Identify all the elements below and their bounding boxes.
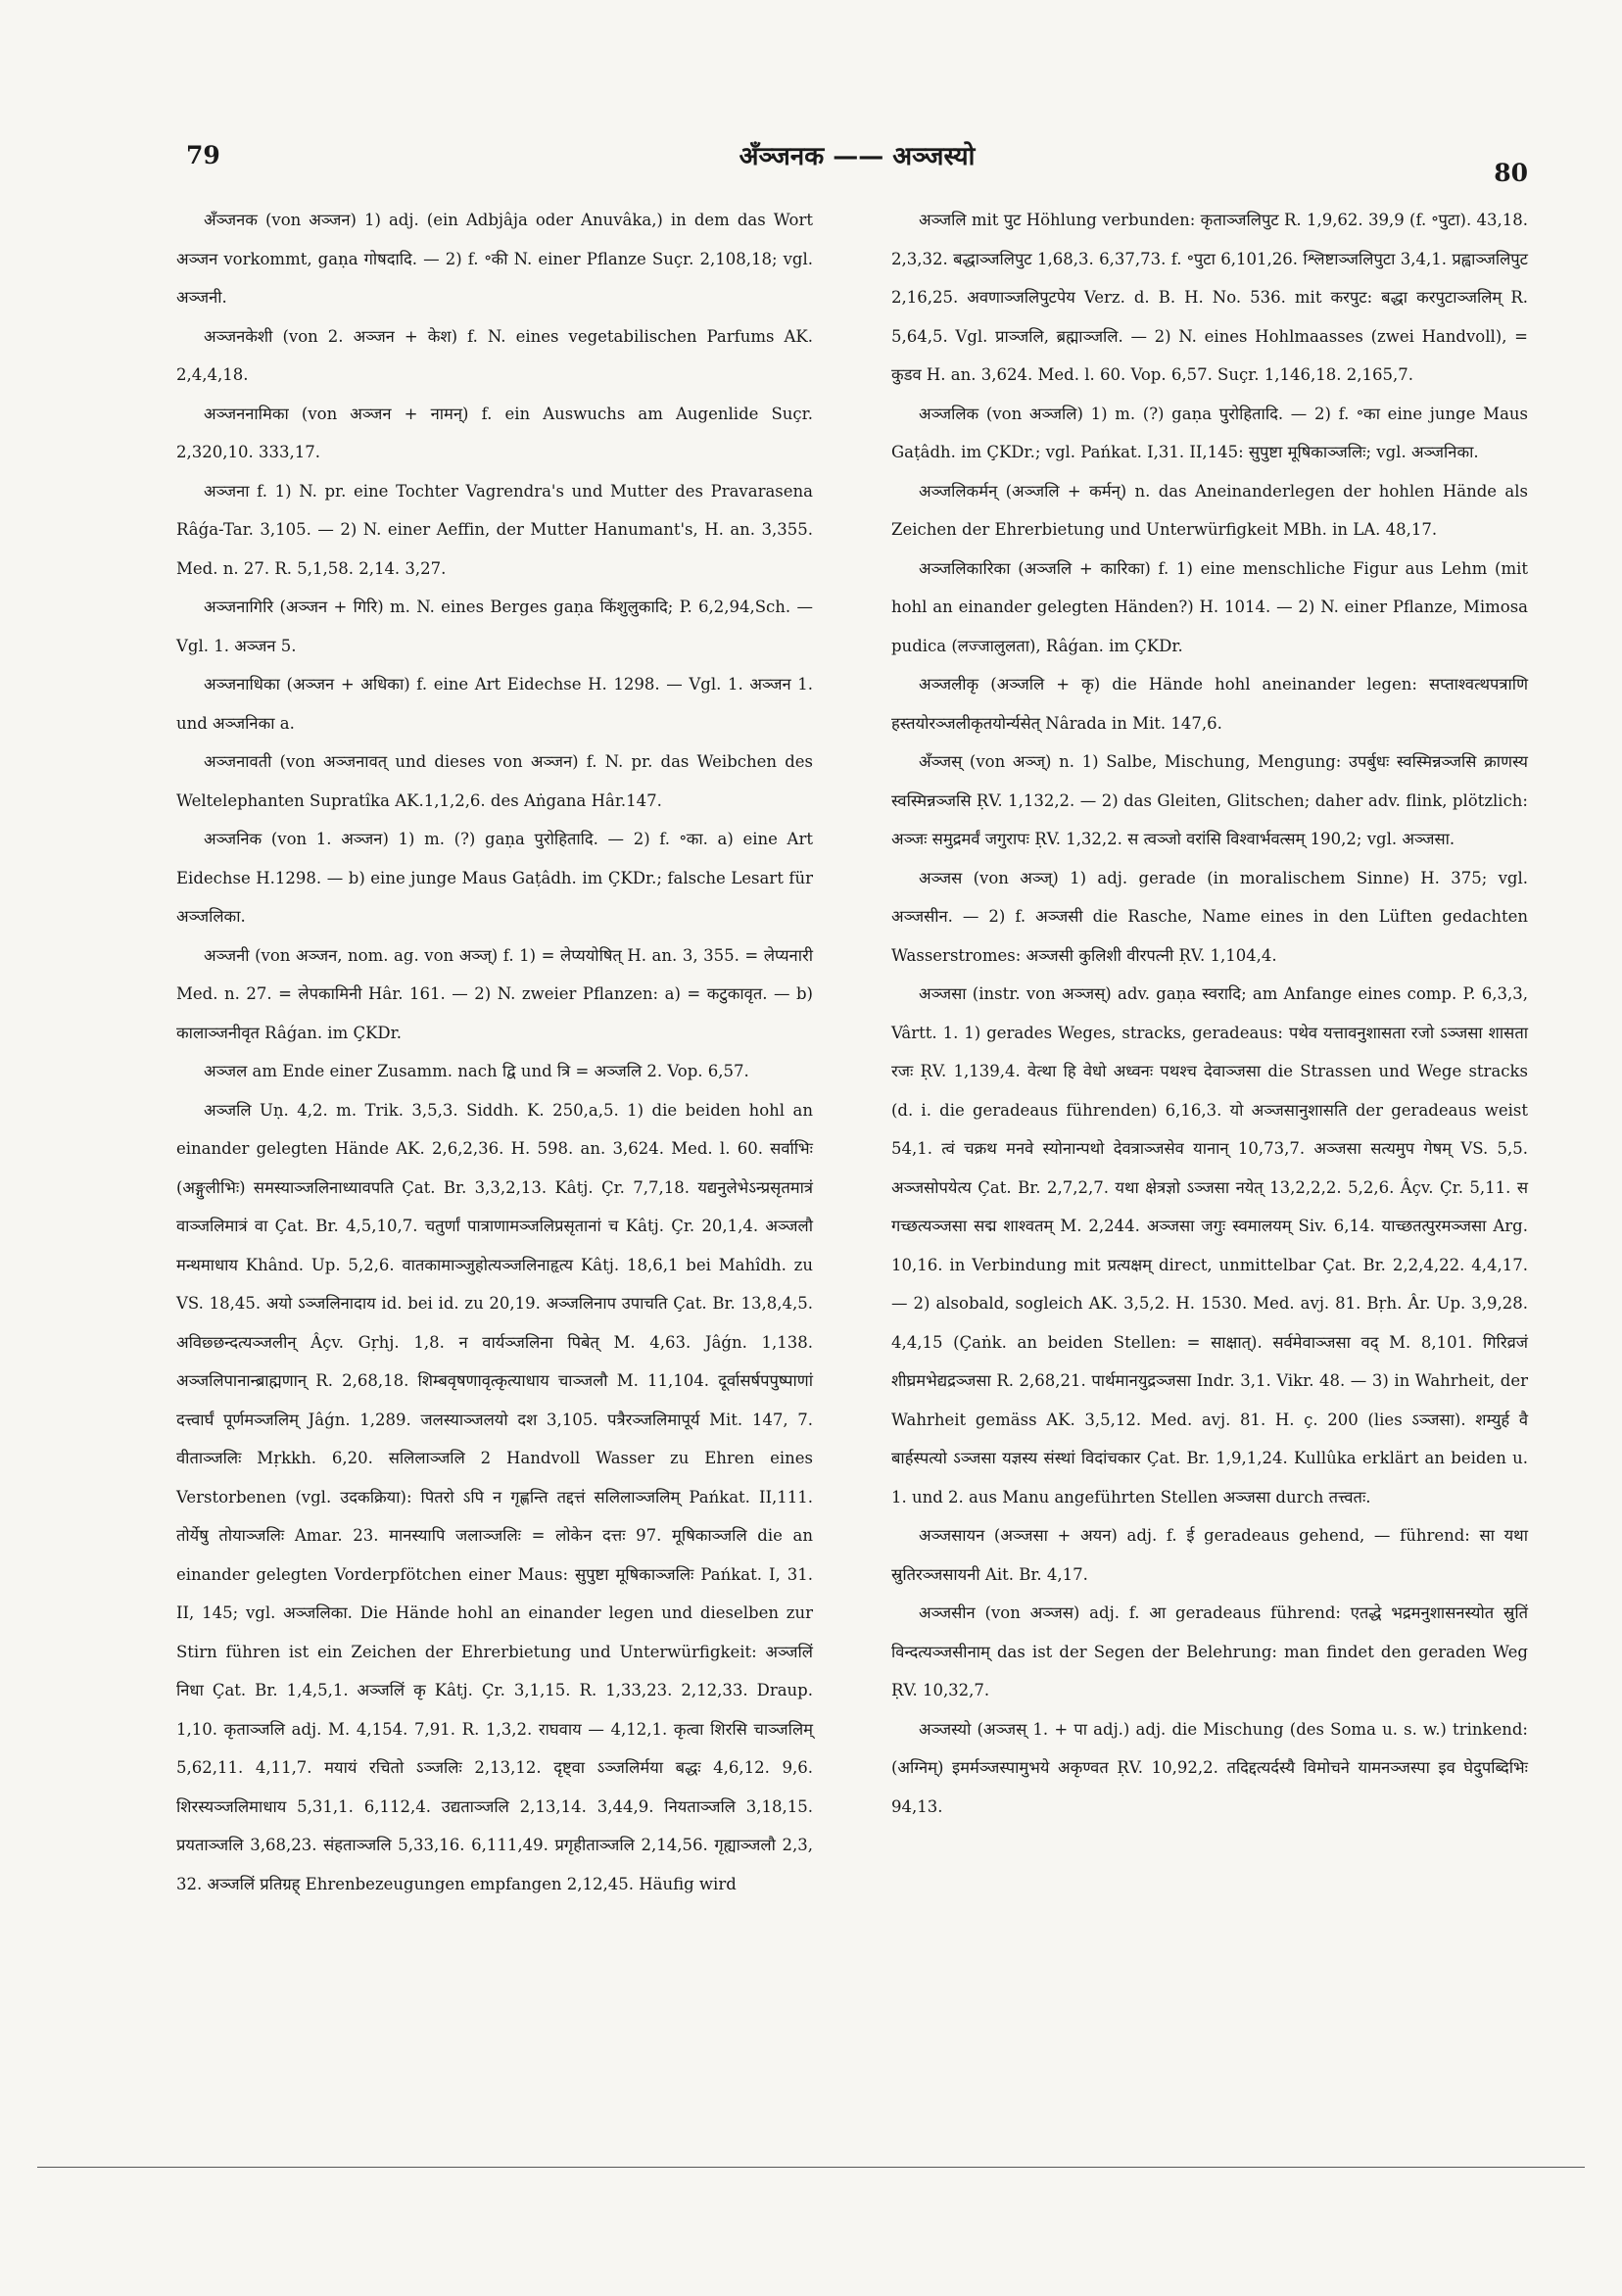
entry-anjalikarika: अञ्जलिकारिका (अञ्जलि + कारिका) f. 1) eine menschliche Figur aus Lehm (mit hohl an einander gelegten Händen?) H. 1014. — 2) N. einer Pflanze, Mimosa pudica (लज्जालुलता), Râǵan. im ÇKDr. [891, 558, 1528, 655]
entry-anjas: अँञ्जस् (von अञ्ज्) n. 1) Salbe, Mischung, Mengung: उपर्बुधः स्वस्मिन्नञ्जसि क्राणस्य स्वस्मिन्नञ्जसि ṚV. 1,132,2. — 2) das Gleiten, Glitschen; daher adv. flink, plötzlich: अञ्जः समुद्रमर्वं जगुरापः ṚV. 1,32,2. स त्वञ्जो वरांसि विश्वार्भवत्सम् 190,2; vgl. अञ्जसा. [891, 752, 1528, 848]
running-head: अँञ्जनक —— अञ्जस्यो [739, 142, 976, 171]
entry-anjanavati: अञ्जनावती (von अञ्जनावत् und dieses von अञ्जन) f. N. pr. das Weibchen des Weltelephanten Supratîka AK.1,1,2,6. des Aṅgana Hâr.147. [176, 752, 813, 810]
entry-anjaspa: अञ्जस्यो (अञ्जस् 1. + पा adj.) adj. die Mischung (des Soma u. s. w.) trinkend: (अग्निम्) इमर्मञ्जस्पामुभये अकृण्वत ṚV. 10,92,2. तदिद्दत्यर्दस्यै विमोचने यामनञ्जस्पा इव घेदुपब्दिभिः 94,13. [891, 1719, 1528, 1816]
entry-anjanaka: अँञ्जनक (von अञ्जन) 1) adj. (ein Adbjâja oder Anuvâka,) in dem das Wort अञ्जन vorkommt, gaṇa गोषदादि. — 2) f. ॰की N. einer Pflanze Suçr. 2,108,18; vgl. अञ्जनी. [176, 211, 813, 307]
entry-anjasayana: अञ्जसायन (अञ्जसा + अयन) adj. f. ई geradeaus gehend, — führend: सा यथा स्रुतिरञ्जसायनी Ait. Br. 4,17. [891, 1526, 1528, 1584]
entry-anjalikarman: अञ्जलिकर्मन् (अञ्जलि + कर्मन्) n. das Aneinanderlegen der hohlen Hände als Zeichen der Ehrerbietung und Unterwürfigkeit MBh. in LA. 48,17. [891, 481, 1528, 539]
entry-anjanakeshi: अञ्जनकेशी (von 2. अञ्जन + केश) f. N. eines vegetabilischen Parfums AK. 2,4,4,18. [176, 326, 813, 384]
entry-anjanika: अञ्जनिक (von 1. अञ्जन) 1) m. (?) gaṇa पुरोहितादि. — 2) f. ॰का. a) eine Art Eidechse H.1298. — b) eine junge Maus Gaṭâdh. im ÇKDr.; falsche Lesart für अञ्जलिका. [176, 830, 813, 926]
entry-anjali: अञ्जलि Uṇ. 4,2. m. Trik. 3,5,3. Siddh. K. 250,a,5. 1) die beiden hohl an einander gelegten Hände AK. 2,6,2,36. H. 598. an. 3,624. Med. l. 60. सर्वाभिः (अङ्गुलीभिः) समस्याञ्जलिनाध्यावपति Çat. Br. 3,3,2,13. Kâtj. Çr. 7,7,18. यद्यनुलेभेऽन्प्रसृतमात्रं वाञ्जलिमात्रं वा Çat. Br. 4,5,10,7. चतुर्णां पात्राणामञ्जलिप्रसृतानां च Kâtj. Çr. 20,1,4. अञ्जलौ मन्थमाधाय Khând. Up. 5,2,6. वातकामाञ्जुहोत्यञ्जलिनाहृत्य Kâtj. 18,6,1 bei Mahîdh. zu VS. 18,45. अयो ऽञ्जलिनादाय id. bei id. zu 20,19. अञ्जलिनाप उपाचति Çat. Br. 13,8,4,5. अविछ्छन्दत्यञ्जलीन् Âçv. Gṛhj. 1,8. न वार्यञ्जलिना पिबेत् M. 4,63. Jâǵn. 1,138. अञ्जलिपानान्ब्राह्मणान् R. 2,68,18. शिम्बवृषणावृत्कृत्याधाय चाञ्जलौ M. 11,104. दूर्वासर्षपपुष्पाणां दत्त्वार्घं पूर्णमञ्जलिम् Jâǵn. 1,289. जलस्याञ्जलयो दश 3,105. पत्रैरञ्जलिमापूर्य Mit. 147, 7. वीताञ्जलिः Mṛkkh. 6,20. सलिलाञ्जलि 2 Handvoll Wasser zu Ehren eines Verstorbenen (vgl. उदकक्रिया): पितरो ऽपि न गृह्णन्ति तद्दत्तं सलिलाञ्जलिम् Pańkat. II,111. तोर्येषु तोयाञ्जलिः Amar. 23. मानस्यापि जलाञ्जलिः = लोकेन दत्तः 97. मूषिकाञ्जलि die an einander gelegten Vorderpfötchen einer Maus: सुपुष्टा मूषिकाञ्जलिः Pańkat. I, 31. II, 145; vgl. अञ्जलिका. Die Hände hohl an einander legen und dieselben zur Stirn führen ist ein Zeichen der Ehrerbietung und Unterwürfigkeit: अञ्जलिं निधा Çat. Br. 1,4,5,1. अञ्जलिं कृ Kâtj. Çr. 3,1,15. R. 1,33,23. 2,12,33. Draup. 1,10. कृताञ्जलि adj. M. 4,154. 7,91. R. 1,3,2. राघवाय — 4,12,1. कृत्वा शिरसि चाञ्जलिम् 5,62,11. 4,11,7. मयायं रचितो ऽञ्जलिः 2,13,12. दृष्ट्वा ऽञ्जलिर्मया बद्धः 4,6,12. 9,6. शिरस्यञ्जलिमाधाय 5,31,1. 6,112,4. उद्यताञ्जलि 2,13,14. 3,44,9. नियताञ्जलि 3,18,15. प्रयताञ्जलि 3,68,23. संहताञ्जलि 5,33,16. 6,111,49. प्रगृहीताञ्जलि 2,14,56. गृह्याञ्जलौ 2,3, 32. अञ्जलिं प्रतिग्रह् Ehrenbezeugungen empfangen 2,12,45. Häufig wird [176, 1100, 813, 1893]
entry-anjalika: अञ्जलिक (von अञ्जलि) 1) m. (?) gaṇa पुरोहितादि. — 2) f. ॰का eine junge Maus Gaṭâdh. im ÇKDr.; vgl. Pańkat. I,31. II,145: सुपुष्टा मूषिकाञ्जलिः; vgl. अञ्जनिका. [891, 404, 1528, 461]
entry-anjana: अञ्जना f. 1) N. pr. eine Tochter Vagrendra's und Mutter des Pravarasena Râǵa-Tar. 3,105. — 2) N. einer Aeffin, der Mutter Hanumant's, H. an. 3,355. Med. n. 27. R. 5,1,58. 2,14. 3,27. [176, 481, 813, 578]
entry-anjananamika: अञ्जननामिका (von अञ्जन + नामन्) f. ein Auswuchs am Augenlide Suçr. 2,320,10. 333,17. [176, 404, 813, 461]
entry-anjasa-adv: अञ्जसा (instr. von अञ्जस्) adv. gaṇa स्वरादि; am Anfange eines comp. P. 6,3,3, Vârtt. 1. 1) gerades Weges, stracks, geradeaus: पथेव यत्तावनुशासता रजो ऽञ्जसा शासता रजः ṚV. 1,139,4. वेत्था हि वेधो अध्वनः पथश्च देवाञ्जसा die Strassen und Wege stracks (d. i. die geradeaus führenden) 6,16,3. यो अञ्जसानुशासति der geradeaus weist 54,1. त्वं चक्रथ मनवे स्योनान्पथो देवत्राञ्जसेव यानान् 10,73,7. अञ्जसा सत्यमुप गेषम् VS. 5,5. अञ्जसोपयेत्य Çat. Br. 2,7,2,7. यथा क्षेत्रज्ञो ऽञ्जसा नयेत् 13,2,2,2. 5,2,6. Âçv. Çr. 5,11. स गच्छत्यञ्जसा सद्म शाश्वतम् M. 2,244. अञ्जसा जगुः स्वमालयम् Siv. 6,14. याच्छतत्पुरमञ्जसा Arg. 10,16. in Verbindung mit प्रत्यक्षम् direct, unmittelbar Çat. Br. 2,2,4,22. 4,4,17. — 2) alsobald, sogleich AK. 3,5,2. H. 1530. Med. avj. 81. Bṛh. Âr. Up. 3,9,28. 4,4,15 (Çaṅk. an beiden Stellen: = साक्षात्). सर्वमेवाञ्जसा वद् M. 8,101. गिरिव्रजं शीघ्रमभेद्यद्रञ्जसा R. 2,68,21. पार्थमानयुद्रञ्जसा Indr. 3,1. Vikr. 48. — 3) in Wahrheit, der Wahrheit gemäss AK. 3,5,12. Med. avj. 81. H. ç. 200 (lies ऽञ्जसा). शम्युर्ह वै बार्हस्पत्यो ऽञ्जसा यज्ञस्य संस्थां विदांचकार Çat. Br. 1,9,1,24. Kullûka erklärt an beiden u. 1. und 2. aus Manu angeführten Stellen अञ्जसा durch तत्त्वतः. [891, 984, 1528, 1507]
entry-anjasina: अञ्जसीन (von अञ्जस) adj. f. आ geradeaus führend: एतद्धे भद्रमनुशासनस्योत स्रुतिं विन्दत्यञ्जसीनाम् das ist der Segen der Belehrung: man findet den geraden Weg ṚV. 10,32,7. [891, 1603, 1528, 1699]
entry-anjasa-adj: अञ्जस (von अञ्ज्) 1) adj. gerade (in moralischem Sinne) H. 375; vgl. अञ्जसीन. — 2) f. अञ्जसी die Rasche, Name eines in den Lüften gedachten Wasserstromes: अञ्जसी कुलिशी वीरपत्नी ṚV. 1,104,4. [891, 868, 1528, 965]
page-number-left: 79 [186, 141, 220, 169]
entry-anjanadhika: अञ्जनाधिका (अञ्जन + अधिका) f. eine Art Eidechse H. 1298. — Vgl. 1. अञ्जन 1. und अञ्जनिका a. [176, 675, 813, 733]
entry-anjali-continued: अञ्जलि mit पुट Höhlung verbunden: कृताञ्जलिपुट R. 1,9,62. 39,9 (f. ॰पुटा). 43,18. 2,3,32. बद्धाञ्जलिपुट 1,68,3. 6,37,73. f. ॰पुटा 6,101,26. श्लिष्टाञ्जलिपुटा 3,4,1. प्रह्वाञ्जलिपुट 2,16,25. अवणाञ्जलिपुटपेय Verz. d. B. H. No. 536. mit करपुट: बद्धा करपुटाञ्जलिम् R. 5,64,5. Vgl. प्राञ्जलि, ब्रह्माञ्जलि. — 2) N. eines Hohlmaasses (zwei Handvoll), = कुडव H. an. 3,624. Med. l. 60. Vop. 6,57. Suçr. 1,146,18. 2,165,7. [891, 211, 1528, 384]
page-number-right: 80 [1494, 159, 1528, 187]
entry-anjanagiri: अञ्जनागिरि (अञ्जन + गिरि) m. N. eines Berges gaṇa किंशुलुकादि; P. 6,2,94,Sch. — Vgl. 1. अञ्जन 5. [176, 598, 813, 655]
entry-anjani: अञ्जनी (von अञ्जन, nom. ag. von अञ्ज्) f. 1) = लेप्ययोषित् H. an. 3, 355. = लेप्यनारी Med. n. 27. = लेपकामिनी Hâr. 161. — 2) N. zweier Pflanzen: a) = कटुकावृत. — b) कालाञ्जनीवृत Râǵan. im ÇKDr. [176, 945, 813, 1042]
bottom-rule [37, 2167, 1585, 2168]
right-column [891, 201, 1528, 1826]
page-header [186, 135, 1528, 187]
left-column [176, 201, 813, 1903]
entry-anjalikr: अञ्जलीकृ (अञ्जलि + कृ) die Hände hohl aneinander legen: सप्ताश्वत्थपत्राणि हस्तयोरञ्जलीकृतयोर्न्यसेत् Nârada in Mit. 147,6. [891, 675, 1528, 733]
entry-anjala: अञ्जल am Ende einer Zusamm. nach द्वि und त्रि = अञ्जलि 2. Vop. 6,57. [204, 1062, 749, 1080]
